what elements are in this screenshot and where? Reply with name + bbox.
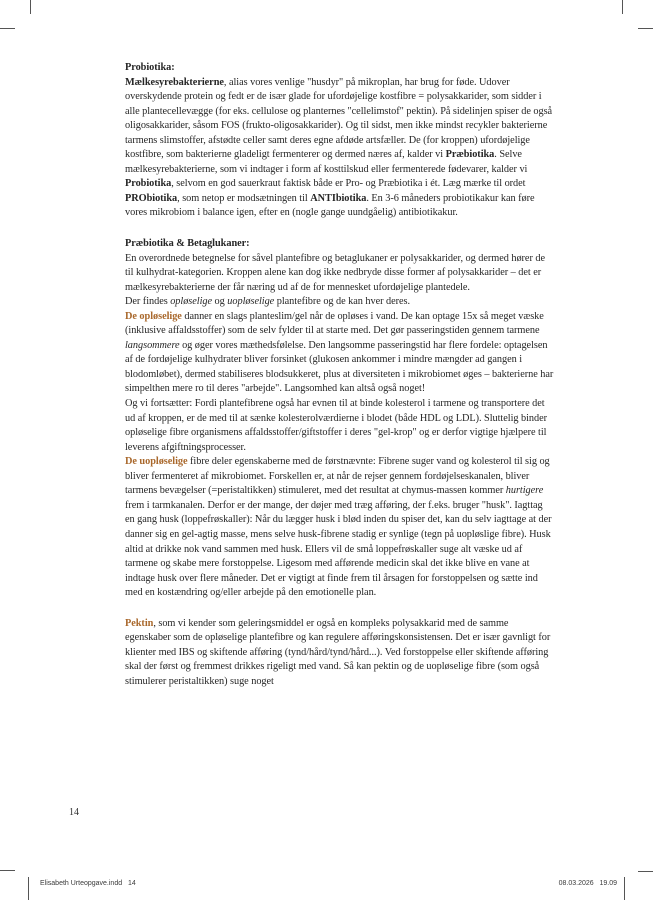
text-segment: plantefibre og de kan hver deres. (274, 296, 411, 308)
text-segment: En overordnede betegnelse for såvel plantefibre og betaglukaner er polysakkarider, og dermed hører de til kulhydrat-kategorien. Kroppen alene kan dog ikke nedbryde disse former af polysakkarider – det er mælkesyrebakterierne der får næring ud af de for mennesket ufordøjelige plantedele. (125, 252, 545, 293)
text-segment: uopløselige (227, 296, 275, 308)
text-segment: PRObiotika (125, 192, 178, 204)
body-paragraph (125, 455, 554, 600)
body-paragraph (125, 617, 554, 690)
section-heading (125, 61, 554, 76)
text-segment: Probiotika (125, 178, 172, 190)
text-segment: ANTIbiotika (310, 192, 367, 204)
text-segment: opløselige (170, 296, 213, 308)
body-paragraph (125, 76, 554, 221)
text-segment: hurtigere (505, 485, 544, 497)
text-segment: De uopløselige (125, 456, 188, 468)
crop-mark-top-left-horizontal (0, 28, 15, 29)
paragraph-gap (125, 601, 554, 617)
body-paragraph (125, 397, 554, 455)
paragraph-gap (125, 221, 554, 237)
page-number: 14 (69, 807, 79, 818)
text-segment: , selvom en god sauerkraut faktisk både er Pro- og Præbiotika i ét. Læg mærke til ordet (171, 178, 526, 190)
section-heading (125, 237, 554, 252)
text-segment: langsommere (125, 339, 180, 351)
crop-mark-bottom-right-horizontal (638, 871, 653, 872)
body-paragraph (125, 252, 554, 296)
crop-mark-bottom-left-vertical (28, 877, 29, 900)
text-segment: fibre deler egenskaberne med de førstnævnte: Fibrene suger vand og kolesterol til sig og bliver fermenteret af mikrobiomet. Forskellen er, at når de rejser gennem fordøjelseskanalen, bliver tarmens bevægelser (=peristaltikken) stimuleret, med det resultat at chymus-massen kommer (125, 456, 550, 497)
text-segment: danner en slags planteslim/gel når de opløses i vand. De kan optage 15x så meget væske (inklusive affaldsstoffer) som de selv fylder til at starte med. Det gør passeringstiden gennem tarmene (125, 310, 544, 337)
text-segment: og (212, 296, 228, 308)
slug-filename: Elisabeth Urteopgave.indd 14 (40, 880, 136, 887)
crop-mark-top-right-horizontal (638, 28, 653, 29)
text-segment: , som netop er modsætningen til (177, 192, 311, 204)
text-segment: frem i tarmkanalen. Derfor er der mange, der døjer med træg afføring, der f.eks. bruger "husk". Iagttag en gang husk (loppefrøskaller): Når du lægger husk i blød inden du spiser det, kan du selv iagttage at der danner sig en gel-agtig masse, mens selve husk-fibrene stadig er synlige (tegn på uopløslige fibre). Husk altid at drikke nok vand sammen med husk. Ellers vil de små loppefrøskaller suge alt væske ud af tarmene og skabe mere forstoppelse. Ligesom med afførende medicin skal det ikke blive en vane at indtage husk over flere måneder. Det er vigtigt at finde frem til årsagen for forstoppelsen og sætte ind med en kostændring og/eller arbejde på den emotionelle plan. (125, 499, 552, 599)
text-segment: Præbiotika (445, 149, 495, 161)
text-segment: De opløselige (125, 310, 182, 322)
crop-mark-bottom-right-vertical (624, 877, 625, 900)
text-segment: Probiotika: (125, 62, 175, 73)
text-segment: . En 3-6 måneders probiotikakur kan føre vores mikrobiom i balance igen, efter en (nogle gange uundgåelig) antibiotikakur. (125, 192, 535, 219)
slug-timestamp: 08.03.2026 19.09 (558, 880, 617, 887)
text-segment: Der findes (125, 296, 171, 308)
text-segment: Pektin (125, 617, 154, 629)
body-paragraph (125, 310, 554, 397)
text-segment: , som vi kender som geleringsmiddel er også en kompleks polysakkarid med de samme egenskaber som de opløselige plantefibre og kan regulere afføringskonsistensen. Det er især gavnligt for klienter med IBS og skiftende afføring (tynd/hård/tynd/hård...). Ved forstoppelse eller skiftende afføring skal der først og fremmest drikkes rigeligt med vand. Så kan pektin og de uopløselige fibre (som også stimulerer peristaltikken) suge noget (125, 617, 551, 687)
crop-mark-top-left-vertical (30, 0, 31, 14)
crop-mark-bottom-left-horizontal (0, 870, 15, 871)
body-paragraph (125, 295, 554, 310)
text-segment: Og vi fortsætter: Fordi plantefibrene også har evnen til at binde kolesterol i tarmene og transportere det ud af kroppen, er de med til at sænke kolesterolværdierne i blodet (både HDL og LDL). Sluttelig binder opløselige fibre organismens affaldsstoffer/giftstoffer i deres "gel-krop" og er derfor vigtige hjælpere til leverens afgiftningsprocesser. (125, 398, 548, 453)
crop-mark-top-right-vertical (622, 0, 623, 14)
text-segment: . Selve mælkesyrebakterierne, som vi indtager i form af kosttilskud eller fermenterede fødevarer, kalder vi (125, 149, 528, 175)
text-segment: Præbiotika & Betaglukaner: (125, 238, 250, 250)
text-segment: Mælkesyrebakterierne (125, 76, 224, 88)
text-segment: og øger vores mæthedsfølelse. Den langsomme passeringstid har flere fordele: optagelsen af de fordøjelige kulhydrater bliver forsinket (glukosen ankommer i mindre mængder ad gangen i blodomløbet), dermed stabiliseres blodsukkeret, plus at diversiteten i mikrobiomet øges – bakterierne har simpelthen mere ro til deres "arbejde". Langsomhed kan altså også noget! (125, 339, 554, 395)
text-segment: , alias vores venlige "husdyr" på mikroplan, har brug for føde. Udover overskydende protein og fedt er de især glade for ufordøjelige kostfibre = polysakkarider, som sidder i alle plantecellevægge (for eks. cellulose og planternes "cellelimstof" pektin). På sidelinjen spiser de også oligosakkarider, såsom FOS (frukto-oligosakkarider). Og til sidst, men ikke mindst recykler bakterierne tarmens slimstoffer, afstødte celler samt deres egne afdøde artsfæller. De (for kroppen) ufordøjelige kostfibre, som bakterierne gladeligt fermenterer og dermed næres af, kalder vi (125, 76, 553, 161)
text-block (125, 61, 554, 689)
